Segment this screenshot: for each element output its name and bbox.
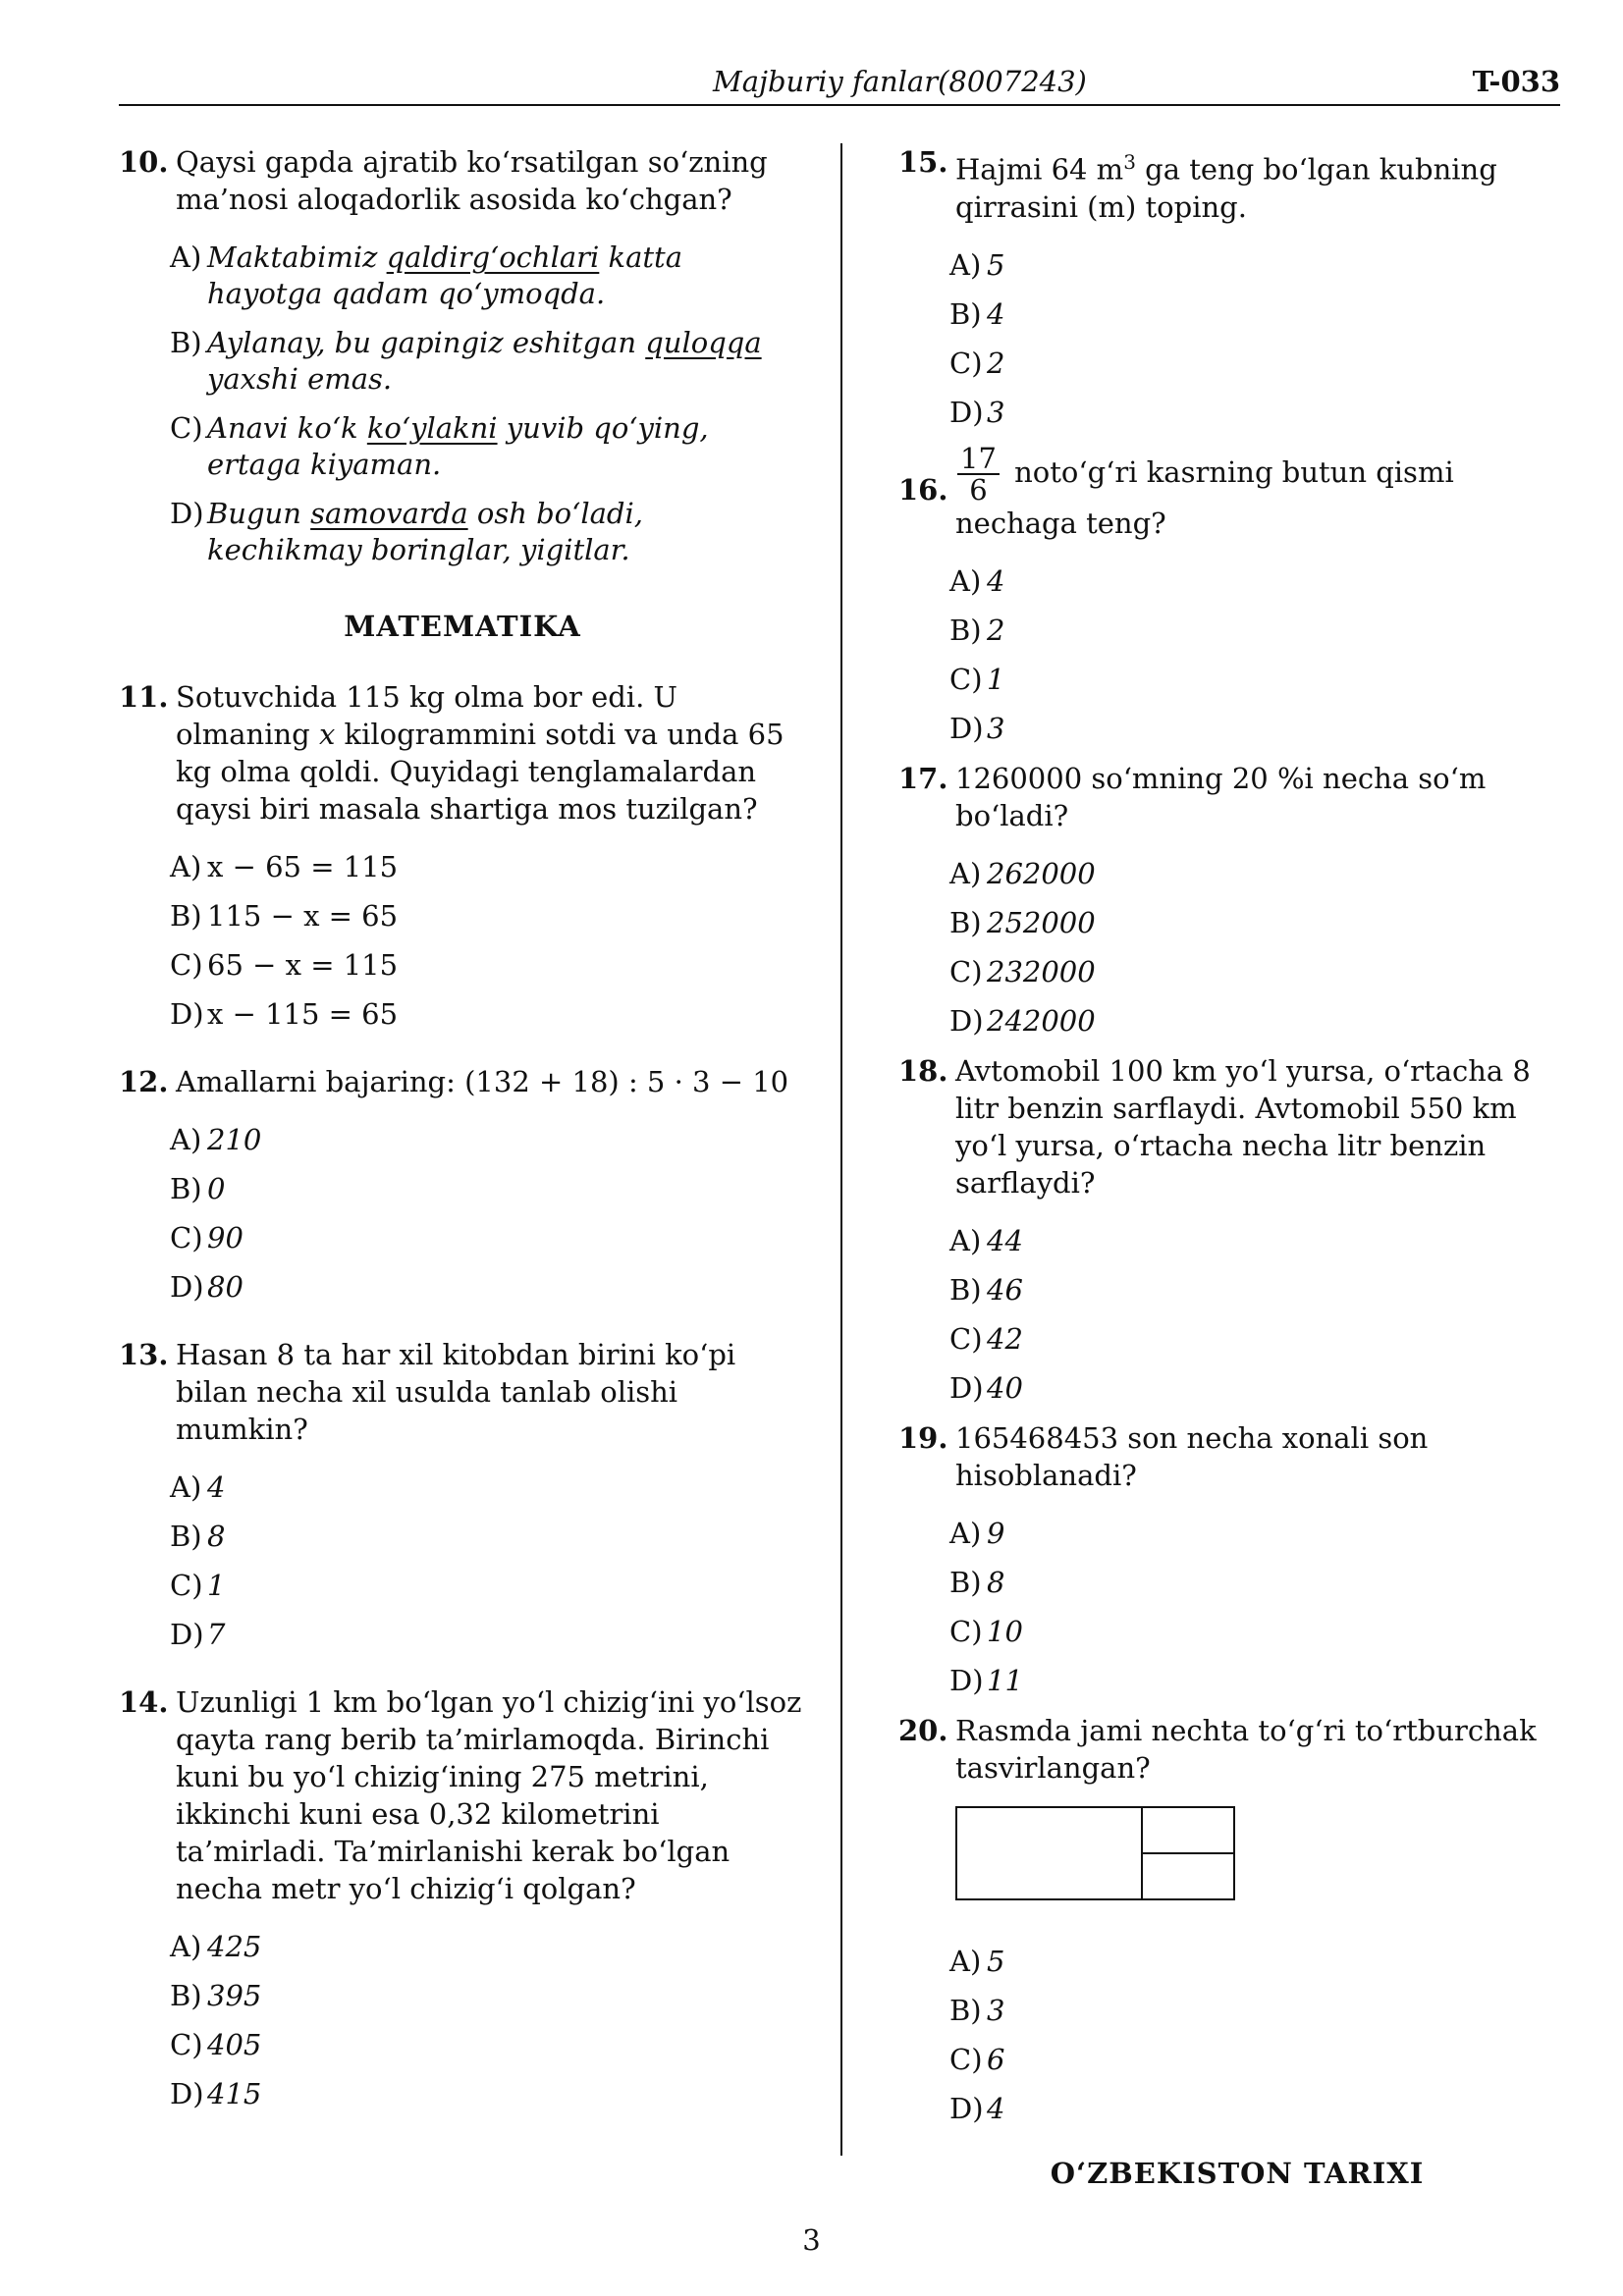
option-c[interactable] — [170, 2027, 806, 2063]
option-label: B) — [170, 326, 202, 359]
question-number: 13. — [119, 1338, 169, 1371]
question-text: 165468453 son necha xonali son hisoblanadi? — [955, 1420, 1429, 1492]
question-18-options — [949, 1223, 1576, 1407]
option-c[interactable] — [170, 947, 806, 984]
option-label: C) — [949, 954, 983, 988]
underlined-word: samovarda — [310, 497, 468, 530]
option-d[interactable] — [170, 2076, 806, 2112]
option-label: A) — [949, 1223, 982, 1257]
option-b[interactable] — [170, 325, 806, 398]
option-label: D) — [170, 2077, 204, 2110]
option-label: B) — [949, 1993, 982, 2027]
page-number: 3 — [802, 2223, 821, 2257]
option-label: D) — [949, 711, 984, 745]
option-c[interactable] — [949, 346, 1576, 382]
option-value: 1 — [987, 662, 1005, 696]
option-label: C) — [170, 1221, 203, 1255]
question-number: 20. — [898, 1713, 948, 1747]
option-value: 40 — [987, 1370, 1023, 1405]
question-text — [955, 441, 1576, 542]
section-heading-history: O‘ZBEKISTON TARIXI — [1050, 2156, 1425, 2190]
option-a[interactable] — [170, 1929, 806, 1965]
option-c[interactable] — [949, 954, 1576, 990]
option-value: 252000 — [987, 905, 1096, 939]
question-11 — [119, 678, 806, 828]
option-a[interactable] — [170, 240, 806, 312]
option-value: 0 — [207, 1172, 226, 1205]
option-label: A) — [170, 1470, 202, 1504]
fraction-numerator: 17 — [957, 444, 1000, 475]
option-label: B) — [949, 613, 982, 647]
option-a[interactable] — [170, 849, 806, 885]
option-a[interactable] — [170, 1122, 806, 1158]
option-value: 395 — [207, 1979, 262, 2012]
question-19 — [898, 1419, 1576, 1494]
question-text — [176, 678, 806, 828]
option-label: D) — [170, 1618, 204, 1651]
option-value: 4 — [987, 2091, 1005, 2125]
option-text: Bugun — [207, 497, 311, 530]
option-label: C) — [949, 346, 983, 380]
option-a[interactable] — [949, 247, 1576, 284]
option-label: B) — [170, 1172, 202, 1205]
question-number: 11. — [119, 680, 169, 714]
question-15-options — [949, 247, 1576, 431]
option-d[interactable] — [170, 1269, 806, 1306]
option-label: A) — [170, 1123, 202, 1156]
option-value: 4 — [207, 1470, 226, 1504]
option-b[interactable] — [170, 898, 806, 934]
fraction-denominator: 6 — [969, 472, 988, 507]
option-value: 2 — [987, 346, 1005, 380]
option-label: C) — [170, 1569, 203, 1602]
option-label: A) — [949, 856, 982, 890]
option-value: 232000 — [987, 954, 1096, 988]
option-value: 4 — [987, 563, 1005, 598]
option-label: C) — [949, 1614, 983, 1648]
option-text: katta hayotga qadam qo‘ymoqda. — [207, 240, 682, 310]
option-a[interactable] — [949, 1944, 1576, 1980]
option-a[interactable] — [949, 856, 1576, 892]
option-b[interactable] — [170, 1171, 806, 1207]
option-value: 9 — [987, 1516, 1005, 1550]
option-label: C) — [170, 2028, 203, 2061]
question-15 — [898, 143, 1576, 226]
question-12-options — [170, 1122, 806, 1306]
question-text: Hasan 8 ta har xil kitobdan birini ko‘pi bilan necha xil usulda tanlab olishi mumkin? — [176, 1338, 736, 1446]
question-18 — [898, 1052, 1576, 1201]
option-value: 3 — [987, 711, 1005, 745]
option-label: D) — [949, 1003, 984, 1038]
option-text: Anavi ko‘k — [207, 411, 367, 445]
option-label: B) — [170, 899, 202, 933]
rectangles-figure — [955, 1806, 1235, 1900]
option-label: A) — [170, 240, 202, 274]
right-column — [898, 143, 1576, 2225]
rectangles-diagram — [955, 1806, 1235, 1900]
question-10 — [119, 143, 806, 218]
question-number: 15. — [898, 145, 948, 179]
question-17 — [898, 760, 1576, 834]
option-a[interactable] — [170, 1469, 806, 1506]
option-d[interactable] — [949, 1370, 1576, 1407]
option-d[interactable] — [170, 996, 806, 1033]
question-16 — [898, 441, 1576, 542]
header-code: T-033 — [1472, 65, 1560, 98]
question-10-options — [170, 240, 806, 568]
question-text-part: kilogrammini sotdi va unda 65 kg olma qoldi. Quyidagi tenglamalardan qaysi biri masala shartiga mos tuzilgan? — [176, 718, 784, 826]
question-19-options — [949, 1516, 1576, 1699]
question-11-options — [170, 849, 806, 1033]
option-a[interactable] — [949, 1516, 1576, 1552]
question-14-options — [170, 1929, 806, 2112]
underlined-word: qaldirg‘ochlari — [386, 240, 600, 274]
option-label: B) — [170, 1520, 202, 1553]
option-value: 2 — [987, 613, 1005, 647]
option-value: 405 — [207, 2028, 262, 2061]
option-value: 4 — [987, 296, 1005, 331]
option-label: C) — [949, 1321, 983, 1356]
option-d[interactable] — [949, 1003, 1576, 1040]
exponent: 3 — [1123, 150, 1136, 174]
question-text-part: ga teng bo‘lgan kubning qirrasini (m) toping. — [955, 152, 1497, 224]
option-c[interactable] — [949, 662, 1576, 698]
option-value: 425 — [207, 1930, 262, 1963]
option-value: 7 — [207, 1618, 226, 1651]
option-b[interactable] — [170, 1519, 806, 1555]
question-14 — [119, 1683, 806, 1907]
question-number: 12. — [119, 1065, 169, 1098]
option-text: Maktabimiz — [207, 240, 387, 274]
option-label: D) — [170, 997, 204, 1031]
question-13 — [119, 1336, 806, 1448]
option-value: 6 — [987, 2042, 1005, 2076]
option-text: Aylanay, bu gapingiz eshitgan — [207, 326, 646, 359]
option-b[interactable] — [949, 613, 1576, 649]
question-text: Qaysi gapda ajratib ko‘rsatilgan so‘zning ma’nosi aloqadorlik asosida ko‘chgan? — [176, 145, 768, 216]
page-header — [119, 61, 1560, 106]
option-value: 10 — [987, 1614, 1023, 1648]
option-label: D) — [170, 1270, 204, 1304]
option-c[interactable] — [949, 1614, 1576, 1650]
option-c[interactable] — [170, 1220, 806, 1256]
option-value: 262000 — [987, 856, 1096, 890]
left-column — [119, 143, 806, 2125]
underlined-word: ko‘ylakni — [366, 411, 498, 445]
option-value: 115 − x = 65 — [207, 899, 399, 933]
option-label: D) — [949, 1370, 984, 1405]
option-label: A) — [949, 563, 982, 598]
question-text-part: noto‘g‘ri kasrning butun qismi nechaga teng? — [955, 454, 1454, 540]
option-c[interactable] — [949, 2042, 1576, 2078]
option-b[interactable] — [949, 1565, 1576, 1601]
underlined-word: quloqqa — [645, 326, 762, 359]
option-value: 3 — [987, 1993, 1005, 2027]
option-label: D) — [949, 1663, 984, 1697]
option-label: B) — [949, 1272, 982, 1307]
option-value: 65 − x = 115 — [207, 948, 399, 982]
option-value: x − 115 = 65 — [207, 997, 399, 1031]
question-number: 14. — [119, 1685, 169, 1719]
option-value: 42 — [987, 1321, 1023, 1356]
question-text-part: Sotuvchida 115 kg olma bor edi. U olmaning — [176, 680, 677, 751]
option-b[interactable] — [949, 905, 1576, 941]
option-value: 44 — [987, 1223, 1023, 1257]
question-12 — [119, 1063, 806, 1100]
option-value: 1 — [207, 1569, 226, 1602]
option-b[interactable] — [949, 1272, 1576, 1308]
question-text: Rasmda jami nechta to‘g‘ri to‘rtburchak tasvirlangan? — [955, 1713, 1537, 1785]
question-number: 17. — [898, 761, 948, 795]
option-value: 90 — [207, 1221, 243, 1255]
question-text: 1260000 so‘mning 20 %i necha so‘m bo‘ladi? — [955, 761, 1487, 832]
option-b[interactable] — [949, 1993, 1576, 2029]
option-label: A) — [170, 1930, 202, 1963]
question-number: 19. — [898, 1420, 948, 1455]
question-text-part: Hajmi 64 m — [955, 152, 1124, 187]
option-value: 46 — [987, 1272, 1023, 1307]
option-d[interactable] — [949, 711, 1576, 747]
question-13-options — [170, 1469, 806, 1653]
question-20 — [898, 1712, 1576, 1787]
option-label: C) — [949, 2042, 983, 2076]
option-text: osh bo‘ladi, kechikmay boringlar, yigitlar. — [207, 497, 643, 566]
header-title: Majburiy fanlar(8007243) — [713, 65, 1087, 98]
option-value: x − 65 = 115 — [207, 850, 399, 883]
option-label: C) — [170, 948, 203, 982]
option-label: A) — [949, 1516, 982, 1550]
option-a[interactable] — [949, 1223, 1576, 1259]
option-label: A) — [949, 247, 982, 282]
option-b[interactable] — [949, 296, 1576, 333]
question-16-options — [949, 563, 1576, 747]
option-value: 242000 — [987, 1003, 1096, 1038]
option-d[interactable] — [949, 395, 1576, 431]
option-c[interactable] — [170, 410, 806, 483]
option-label: A) — [170, 850, 202, 883]
option-label: D) — [170, 497, 204, 530]
option-value: 5 — [987, 1944, 1005, 1978]
option-d[interactable] — [170, 496, 806, 568]
option-value: 8 — [987, 1565, 1005, 1599]
option-value: 210 — [207, 1123, 262, 1156]
option-label: B) — [949, 905, 982, 939]
option-c[interactable] — [949, 1321, 1576, 1358]
option-value: 8 — [207, 1520, 226, 1553]
option-c[interactable] — [170, 1568, 806, 1604]
question-text: Amallarni bajaring: (132 + 18) : 5 · 3 − 10 — [176, 1065, 789, 1098]
question-text: Avtomobil 100 km yo‘l yursa, o‘rtacha 8 litr benzin sarflaydi. Avtomobil 550 km yo‘l yursa, o‘rtacha necha litr benzin sarflaydi? — [955, 1053, 1531, 1200]
option-text: yuvib qo‘ying, ertaga kiyaman. — [207, 411, 709, 481]
fraction — [957, 441, 1000, 507]
option-label: B) — [949, 296, 982, 331]
section-heading-math: MATEMATIKA — [344, 610, 581, 643]
question-text: Uzunligi 1 km bo‘lgan yo‘l chizig‘ini yo‘lsoz qayta rang berib ta’mirlamoqda. Birinchi kuni bu yo‘l chizig‘ining 275 metrini, ikkinchi kuni esa 0,32 kilometrini ta’mirladi. Ta’mirlanishi kerak bo‘lgan necha metr yo‘l chizig‘i qolgan? — [176, 1685, 802, 1905]
question-number: 10. — [119, 145, 169, 179]
option-b[interactable] — [170, 1978, 806, 2014]
option-value: 80 — [207, 1270, 243, 1304]
option-d[interactable] — [949, 1663, 1576, 1699]
column-divider — [840, 143, 842, 2156]
option-d[interactable] — [170, 1617, 806, 1653]
question-number: 16. — [898, 472, 948, 507]
option-value: 5 — [987, 247, 1005, 282]
option-label: A) — [949, 1944, 982, 1978]
question-20-options — [949, 1944, 1576, 2127]
option-d[interactable] — [949, 2091, 1576, 2127]
question-number: 18. — [898, 1053, 948, 1088]
option-label: C) — [949, 662, 983, 696]
option-label: B) — [949, 1565, 982, 1599]
question-text — [955, 143, 1576, 226]
option-label: D) — [949, 2091, 984, 2125]
option-value: 3 — [987, 395, 1005, 429]
question-17-options — [949, 856, 1576, 1040]
option-a[interactable] — [949, 563, 1576, 600]
option-label: B) — [170, 1979, 202, 2012]
option-value: 415 — [207, 2077, 262, 2110]
variable: x — [318, 718, 336, 751]
option-value: 11 — [987, 1663, 1023, 1697]
option-label: C) — [170, 411, 203, 445]
option-text: yaxshi emas. — [207, 362, 393, 396]
option-label: D) — [949, 395, 984, 429]
